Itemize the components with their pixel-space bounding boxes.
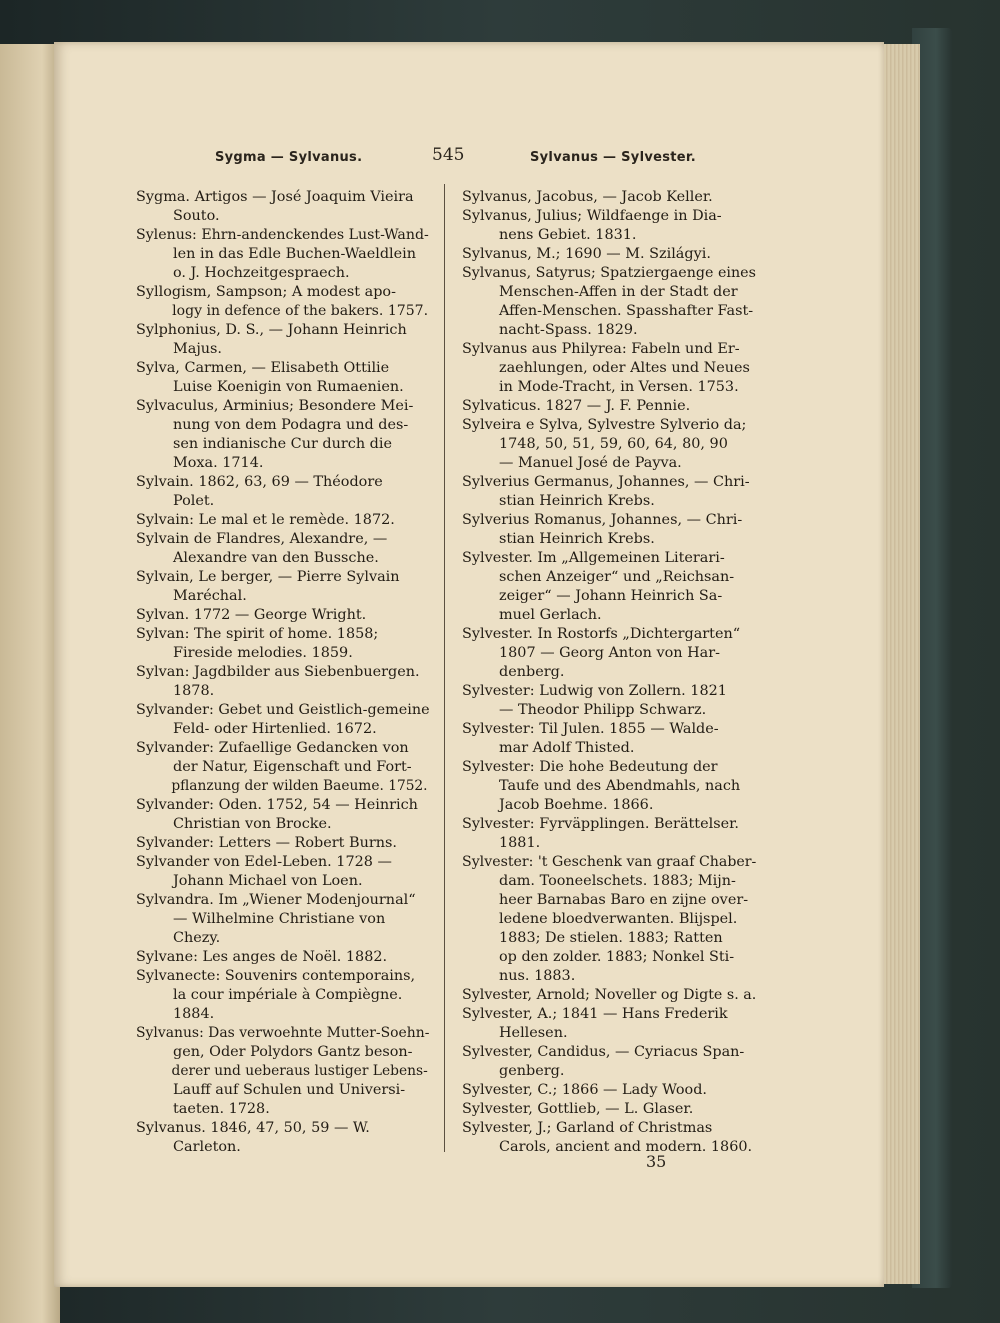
entry-line: Sylvane: Les anges de Noël. 1882. xyxy=(136,949,388,965)
entry-line: Sylva, Carmen, — Elisabeth Ottilie xyxy=(136,360,390,376)
entry-line: Sylphonius, D. S., — Johann Heinrich xyxy=(136,322,407,338)
entry-line: Menschen-Affen in der Stadt der xyxy=(499,284,738,300)
entry-line: Fireside melodies. 1859. xyxy=(173,645,353,661)
entry-line: Sylvanus: Das verwoehnte Mutter-Soehn- xyxy=(136,1025,430,1041)
entry-line: Chezy. xyxy=(173,930,221,946)
entry-line: Sylvain: Le mal et le remède. 1872. xyxy=(136,512,395,528)
entry-line: schen Anzeiger“ und „Reichsan- xyxy=(499,569,735,585)
entry-line: Sylvester, J.; Garland of Christmas xyxy=(462,1120,713,1136)
entry-line: Sylvan: Jagdbilder aus Siebenbuergen. xyxy=(136,664,420,680)
entry-line: Carols, ancient and modern. 1860. xyxy=(499,1139,753,1155)
entry-line: — Manuel José de Payva. xyxy=(499,455,682,471)
entry-line: ledene bloedverwanten. Blijspel. xyxy=(499,911,738,927)
entry-line: stian Heinrich Krebs. xyxy=(499,531,655,547)
entry-line: Sylvester: Til Julen. 1855 — Walde- xyxy=(462,721,719,737)
entry-line: Souto. xyxy=(173,208,220,224)
entry-line: sen indianische Cur durch die xyxy=(173,436,393,452)
entry-line: Sylvester, Gottlieb, — L. Glaser. xyxy=(462,1101,694,1117)
entry-line: Sylvester, A.; 1841 — Hans Frederik xyxy=(462,1006,728,1022)
entry-line: Sylvain, Le berger, — Pierre Sylvain xyxy=(136,569,400,585)
entry-line: heer Barnabas Baro en zijne over- xyxy=(499,892,749,908)
running-header-left: Sygma — Sylvanus. xyxy=(215,150,363,165)
entry-line: Taufe und des Abendmahls, nach xyxy=(499,778,741,794)
entry-line: derer und ueberaus lustiger Lebens- xyxy=(171,1063,428,1079)
entry-line: Sylvanus, Jacobus, — Jacob Keller. xyxy=(462,189,713,205)
entry-line: Sylvester: 't Geschenk van graaf Chaber- xyxy=(462,854,757,870)
entry-line: Sylverius Germanus, Johannes, — Chri- xyxy=(462,474,750,490)
entry-line: Maréchal. xyxy=(173,588,247,604)
entry-line: Sylverius Romanus, Johannes, — Chri- xyxy=(462,512,743,528)
entry-line: o. J. Hochzeitgespraech. xyxy=(173,265,350,281)
entry-line: 1807 — Georg Anton von Har- xyxy=(499,645,720,661)
entry-line: Affen-Menschen. Spasshafter Fast- xyxy=(499,303,754,319)
entry-line: in Mode-Tracht, in Versen. 1753. xyxy=(499,379,739,395)
entry-line: zeiger“ — Johann Heinrich Sa- xyxy=(499,588,723,604)
entry-line: len in das Edle Buchen-Waeldlein xyxy=(173,246,417,262)
entry-line: Sylvester. In Rostorfs „Dichtergarten“ xyxy=(462,626,741,642)
entry-line: 1881. xyxy=(499,835,541,851)
entry-line: Sylveira e Sylva, Sylvestre Sylverio da; xyxy=(462,417,747,433)
entry-line: Sylvain. 1862, 63, 69 — Théodore xyxy=(136,474,383,490)
page-number: 545 xyxy=(432,145,465,165)
entry-line: Sylvander von Edel-Leben. 1728 — xyxy=(136,854,392,870)
entry-line: Sylvanus, M.; 1690 — M. Szilágyi. xyxy=(462,246,711,262)
entry-line: gen, Oder Polydors Gantz beson- xyxy=(173,1044,413,1060)
entry-line: zaehlungen, oder Altes und Neues xyxy=(499,360,750,376)
entry-line: 1884. xyxy=(173,1006,215,1022)
entry-line: 1883; De stielen. 1883; Ratten xyxy=(499,930,723,946)
entry-line: 1748, 50, 51, 59, 60, 64, 80, 90 xyxy=(499,436,728,452)
entry-line: Sylvaculus, Arminius; Besondere Mei- xyxy=(136,398,414,414)
entry-line: Majus. xyxy=(173,341,223,357)
entry-line: Christian von Brocke. xyxy=(173,816,332,832)
entry-line: Sylvanus. 1846, 47, 50, 59 — W. xyxy=(136,1120,370,1136)
entry-line: Sylvaticus. 1827 — J. F. Pennie. xyxy=(462,398,691,414)
entry-line: Sylvandra. Im „Wiener Modenjournal“ xyxy=(136,892,416,908)
right-column xyxy=(462,188,756,1157)
entry-line: — Wilhelmine Christiane von xyxy=(173,911,386,927)
entry-line: Sylvester, Candidus, — Cyriacus Span- xyxy=(462,1044,745,1060)
facing-page-edge xyxy=(0,44,60,1323)
entry-line: muel Gerlach. xyxy=(499,607,602,623)
entry-line: — Theodor Philipp Schwarz. xyxy=(499,702,707,718)
entry-line: Sylvanus, Satyrus; Spatziergaenge eines xyxy=(462,265,756,281)
entry-line: Sylenus: Ehrn-andenckendes Lust-Wand- xyxy=(136,227,429,243)
entry-line: taeten. 1728. xyxy=(173,1101,270,1117)
entry-line: Syllogism, Sampson; A modest apo- xyxy=(136,284,396,300)
entry-line: op den zolder. 1883; Nonkel Sti- xyxy=(499,949,735,965)
entry-line: Sylvander: Gebet und Geistlich-gemeine xyxy=(136,702,430,718)
entry-line: nus. 1883. xyxy=(499,968,576,984)
entry-line: nung von dem Podagra und des- xyxy=(173,417,409,433)
entry-line: Sylvanus aus Philyrea: Fabeln und Er- xyxy=(462,341,740,357)
entry-line: Sylvander: Oden. 1752, 54 — Heinrich xyxy=(136,797,418,813)
page-edges xyxy=(880,44,920,1284)
entry-line: stian Heinrich Krebs. xyxy=(499,493,655,509)
entry-line: nens Gebiet. 1831. xyxy=(499,227,637,243)
left-column xyxy=(136,188,429,1157)
entry-line: Sylvan: The spirit of home. 1858; xyxy=(136,626,379,642)
entry-line: Lauff auf Schulen und Universi- xyxy=(173,1082,406,1098)
entry-line: mar Adolf Thisted. xyxy=(499,740,635,756)
entry-line: Moxa. 1714. xyxy=(173,455,264,471)
entry-line: Carleton. xyxy=(173,1139,241,1155)
entry-line: Alexandre van den Bussche. xyxy=(173,550,379,566)
entry-line: denberg. xyxy=(499,664,565,680)
entry-line: Sylvanecte: Souvenirs contemporains, xyxy=(136,968,416,984)
entry-line: Sylvanus, Julius; Wildfaenge in Dia- xyxy=(462,208,722,224)
entry-line: dam. Tooneelschets. 1883; Mijn- xyxy=(499,873,736,889)
entry-line: der Natur, Eigenschaft und Fort- xyxy=(173,759,412,775)
entry-line: Sygma. Artigos — José Joaquim Vieira xyxy=(136,189,414,205)
entry-line: Sylvander: Letters — Robert Burns. xyxy=(136,835,397,851)
entry-line: genberg. xyxy=(499,1063,565,1079)
signature-mark: 35 xyxy=(646,1152,667,1171)
entry-line: la cour impériale à Compiègne. xyxy=(173,987,403,1003)
entry-line: Sylvester. Im „Allgemeinen Literari- xyxy=(462,550,725,566)
column-divider xyxy=(444,184,445,1152)
entry-line: Johann Michael von Loen. xyxy=(173,873,363,889)
entry-line: Sylvan. 1772 — George Wright. xyxy=(136,607,367,623)
entry-line: Sylvester: Ludwig von Zollern. 1821 xyxy=(462,683,727,699)
entry-line: Sylvester, Arnold; Noveller og Digte s. a. xyxy=(462,987,757,1003)
entry-line: Feld- oder Hirtenlied. 1672. xyxy=(173,721,377,737)
entry-line: Jacob Boehme. 1866. xyxy=(499,797,654,813)
entry-line: Sylvander: Zufaellige Gedancken von xyxy=(136,740,409,756)
entry-line: 1878. xyxy=(173,683,215,699)
entry-line: Hellesen. xyxy=(499,1025,568,1041)
entry-line: pflanzung der wilden Baeume. 1752. xyxy=(171,778,428,794)
entry-line: Sylvester, C.; 1866 — Lady Wood. xyxy=(462,1082,708,1098)
entry-line: Sylvester: Fyrväpplingen. Berättelser. xyxy=(462,816,739,832)
entry-line: Sylvain de Flandres, Alexandre, — xyxy=(136,531,388,547)
entry-line: Polet. xyxy=(173,493,215,509)
entry-line: logy in defence of the bakers. 1757. xyxy=(172,303,429,319)
entry-line: Luise Koenigin von Rumaenien. xyxy=(173,379,404,395)
entry-line: nacht-Spass. 1829. xyxy=(499,322,638,338)
entry-line: Sylvester: Die hohe Bedeutung der xyxy=(462,759,718,775)
running-header-right: Sylvanus — Sylvester. xyxy=(530,150,696,165)
